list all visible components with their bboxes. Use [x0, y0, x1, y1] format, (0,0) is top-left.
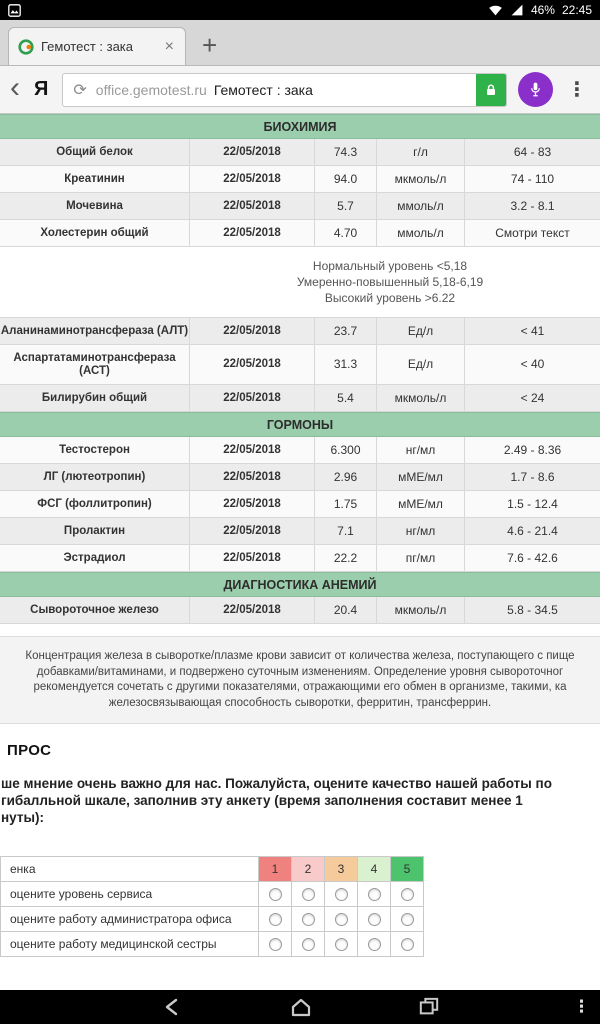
lock-icon	[484, 83, 498, 97]
radio-button[interactable]	[368, 913, 381, 926]
yandex-logo[interactable]: Я	[34, 78, 49, 100]
survey-question-row: оцените работу медицинской сестры	[1, 932, 424, 957]
table-row: Эстрадиол 22/05/2018 22.2 пг/мл 7.6 - 42.6	[0, 545, 600, 572]
screenshot-notification-icon	[8, 4, 21, 17]
radio-button[interactable]	[269, 913, 282, 926]
gemotest-favicon	[18, 39, 34, 55]
survey-table	[0, 856, 424, 957]
page-content	[0, 114, 600, 957]
clock: 22:45	[561, 3, 592, 17]
radio-button[interactable]	[269, 888, 282, 901]
radio-button[interactable]	[335, 913, 348, 926]
section-header-anemia: ДИАГНОСТИКА АНЕМИЙ	[0, 572, 600, 597]
address-bar	[0, 66, 600, 114]
section-header-biochem: БИОХИМИЯ	[0, 114, 600, 139]
table-row: ФСГ (фоллитропин) 22/05/2018 1.75 мМЕ/мл 1.5 - 12.4	[0, 491, 600, 518]
radio-button[interactable]	[401, 938, 414, 951]
browser-menu-icon[interactable]: ⋮	[567, 79, 587, 101]
radio-button[interactable]	[335, 938, 348, 951]
scale-4: 4	[358, 857, 391, 882]
microphone-icon	[528, 81, 543, 98]
iron-footnote: Концентрация железа в сыворотке/плазме крови зависит от количества железа, поступающего с пище добавками/витаминами, и подвержено суточным изменениям. Определение уровня сывороточног рекомендуется сочетать с другими показателями, отражающими его обмен в организме, такими, ка железосвязывающая способность сыворотки, ферритин, трансферрин.	[0, 636, 600, 724]
nav-home-icon[interactable]	[290, 997, 312, 1017]
voice-search-button[interactable]	[518, 72, 553, 107]
survey-section	[0, 724, 600, 957]
tab-title: Гемотест : зака	[41, 39, 134, 54]
signal-icon	[510, 4, 524, 16]
scale-5: 5	[391, 857, 424, 882]
table-row: Общий белок 22/05/2018 74.3 г/л 64 - 83	[0, 139, 600, 166]
radio-button[interactable]	[302, 938, 315, 951]
reload-icon[interactable]: ⟳	[73, 81, 87, 99]
table-row: Аспартатаминотрансфераза (АСТ) 22/05/2018 31.3 Ед/л < 40	[0, 345, 600, 385]
tab-close-icon[interactable]: ×	[164, 37, 174, 55]
table-row: ЛГ (лютеотропин) 22/05/2018 2.96 мМЕ/мл 1.7 - 8.6	[0, 464, 600, 491]
survey-intro: ше мнение очень важно для нас. Пожалуйста, оцените качество нашей работы по гибалльной шкале, заполнив эту анкету (время заполнения составит менее 1 нуты):	[1, 776, 552, 825]
scale-2: 2	[292, 857, 325, 882]
survey-question-row: оцените работу администратора офиса	[1, 907, 424, 932]
url-page-title: Гемотест : зака	[213, 81, 313, 98]
radio-button[interactable]	[401, 888, 414, 901]
radio-button[interactable]	[401, 913, 414, 926]
table-row: Сывороточное железо 22/05/2018 20.4 мкмоль/л 5.8 - 34.5	[0, 597, 600, 624]
nav-menu-icon[interactable]: ⋮	[573, 997, 590, 1016]
survey-header-row	[1, 857, 424, 882]
tab-strip	[0, 20, 600, 66]
radio-button[interactable]	[335, 888, 348, 901]
radio-button[interactable]	[269, 938, 282, 951]
nav-back-icon[interactable]	[160, 997, 184, 1017]
wifi-icon	[488, 4, 503, 16]
android-nav-bar	[0, 990, 600, 1024]
url-field[interactable]	[62, 73, 507, 107]
scale-3: 3	[325, 857, 358, 882]
back-button[interactable]: ‹	[10, 70, 20, 104]
status-bar	[0, 0, 600, 20]
table-row: Билирубин общий 22/05/2018 5.4 мкмоль/л < 24	[0, 385, 600, 412]
table-row: Тестостерон 22/05/2018 6.300 нг/мл 2.49 - 8.36	[0, 437, 600, 464]
battery-percent: 46%	[530, 3, 555, 17]
radio-button[interactable]	[368, 938, 381, 951]
survey-heading: ПРОС	[7, 742, 52, 759]
survey-question-row: оцените уровень сервиса	[1, 882, 424, 907]
table-row: Пролактин 22/05/2018 7.1 нг/мл 4.6 - 21.4	[0, 518, 600, 545]
scale-1: 1	[259, 857, 292, 882]
survey-header-label: енка	[1, 857, 259, 882]
radio-button[interactable]	[302, 888, 315, 901]
new-tab-button[interactable]: +	[202, 30, 218, 60]
radio-button[interactable]	[302, 913, 315, 926]
browser-tab[interactable]	[8, 27, 186, 65]
cholesterol-note: Нормальный уровень <5,18 Умеренно-повышенный 5,18-6,19 Высокий уровень >6.22	[0, 247, 600, 318]
table-row: Аланинаминотрансфераза (АЛТ) 22/05/2018 23.7 Ед/л < 41	[0, 318, 600, 345]
table-row: Креатинин 22/05/2018 94.0 мкмоль/л 74 - 110	[0, 166, 600, 193]
section-header-hormones: ГОРМОНЫ	[0, 412, 600, 437]
secure-lock-badge[interactable]	[476, 73, 506, 107]
table-row: Мочевина 22/05/2018 5.7 ммоль/л 3.2 - 8.1	[0, 193, 600, 220]
nav-recents-icon[interactable]	[418, 997, 440, 1017]
table-row: Холестерин общий 22/05/2018 4.70 ммоль/л Смотри текст	[0, 220, 600, 247]
url-domain: office.gemotest.ru	[95, 81, 207, 98]
radio-button[interactable]	[368, 888, 381, 901]
